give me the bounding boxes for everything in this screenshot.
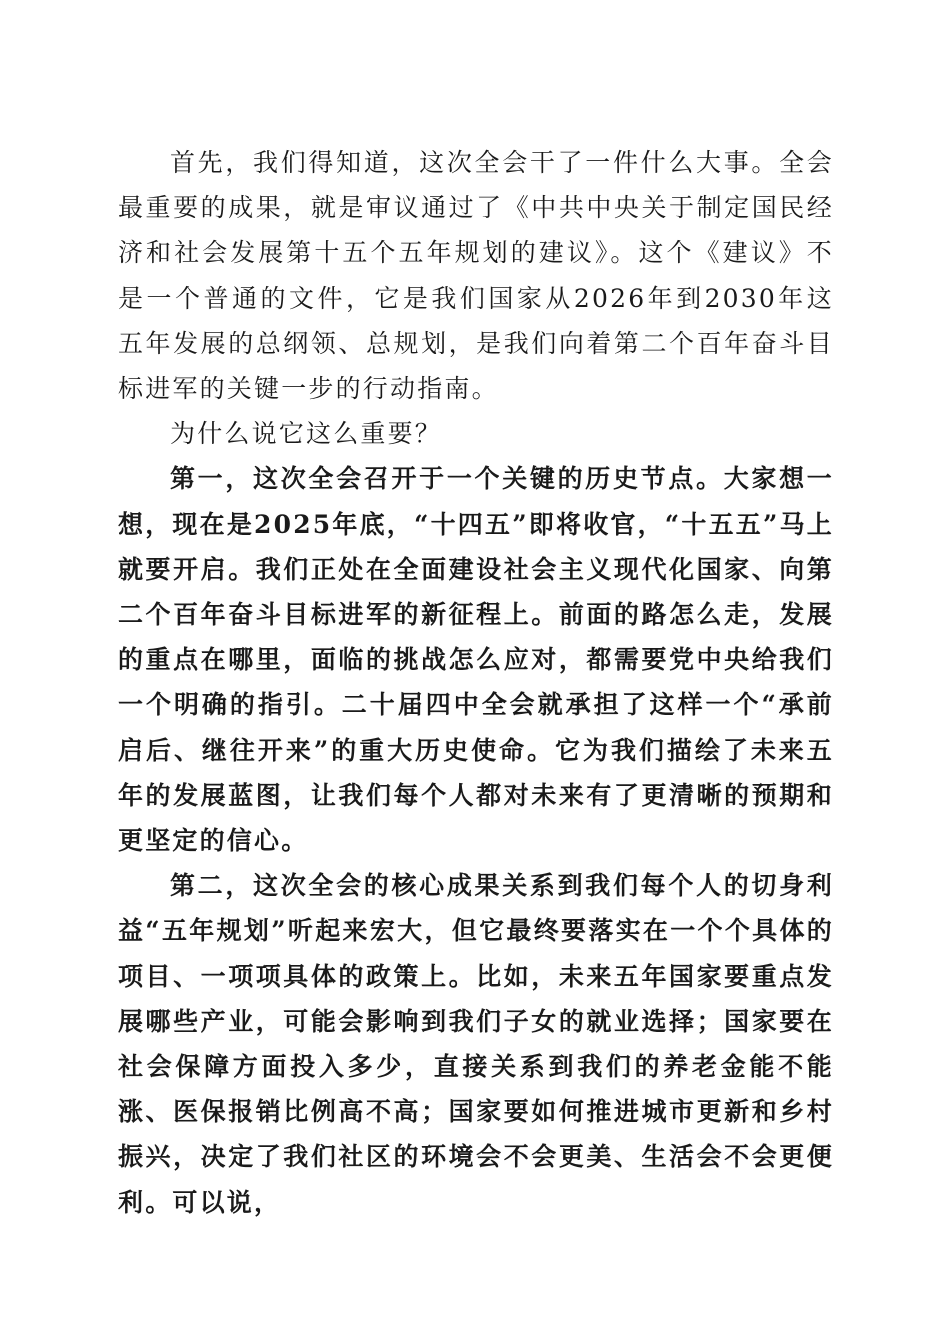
paragraph-point-two: 第二，这次全会的核心成果关系到我们每个人的切身利益“五年规划”听起来宏大，但它最终要落实在一个个具体的项目、一项项具体的政策上。比如，未来五年国家要重点发展哪些产业，可能会影响到我们子女的就业选择；国家要在社会保障方面投入多少，直接关系到我们的养老金能不能涨、医保报销比例高不高；国家要如何推进城市更新和乡村振兴，决定了我们社区的环境会不会更美、生活会不会更便利。可以说， xyxy=(118,871,834,1217)
paragraph-question: 为什么说它这么重要？ xyxy=(170,419,443,449)
paragraph-point-one: 第一，这次全会召开于一个关键的历史节点。大家想一想，现在是2025年底，“十四五”即将收官，“十五五”马上就要开启。我们正处在全面建设社会主义现代化国家、向第二个百年奋斗目标进军的新征程上。前面的路怎么走，发展的重点在哪里，面临的挑战怎么应对，都需要党中央给我们一个明确的指引。二十届四中全会就承担了这样一个“承前启后、继往开来”的重大历史使命。它为我们描绘了未来五年的发展蓝图，让我们每个人都对未来有了更清晰的预期和更坚定的信心。 xyxy=(118,464,834,856)
document-body xyxy=(118,140,834,1225)
paragraph-intro: 首先，我们得知道，这次全会干了一件什么大事。全会最重要的成果，就是审议通过了《中共中央关于制定国民经济和社会发展第十五个五年规划的建议》。这个《建议》不是一个普通的文件，它是我们国家从2026年到2030年这五年发展的总纲领、总规划，是我们向着第二个百年奋斗目标进军的关键一步的行动指南。 xyxy=(118,148,834,404)
